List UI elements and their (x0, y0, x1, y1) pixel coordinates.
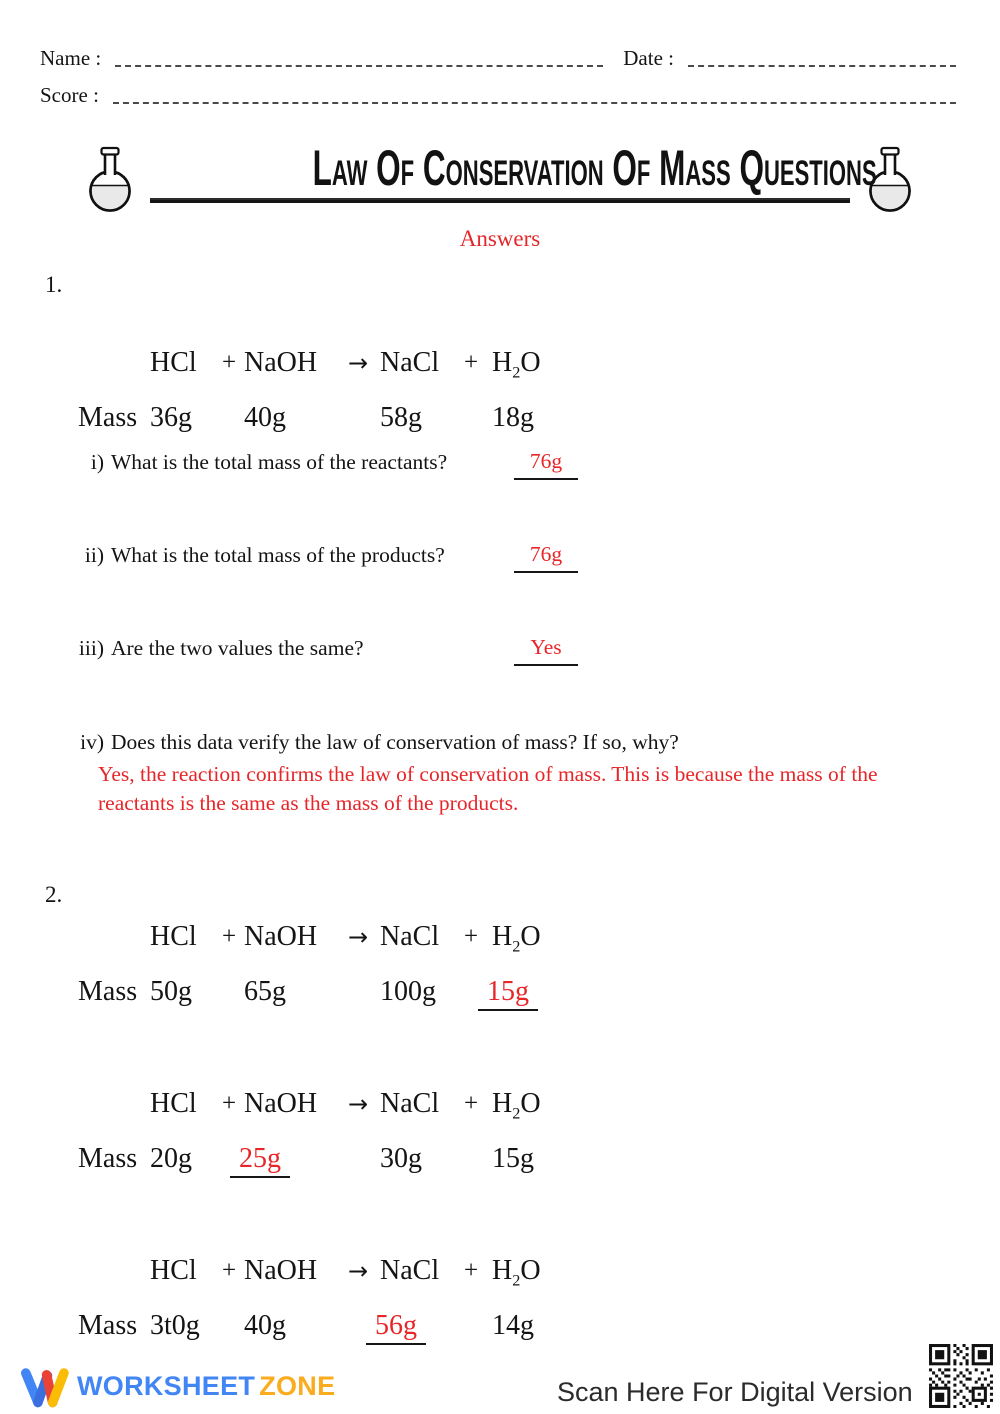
equation-row-q2a (78, 921, 576, 963)
formula-hcl: HCl (150, 1088, 197, 1119)
title-block (0, 140, 1000, 219)
formula-hcl: HCl (150, 921, 197, 952)
question-number: iii) (78, 636, 104, 660)
plus-sign: + (221, 1090, 237, 1117)
formula-naoh: NaOH (244, 1088, 318, 1119)
plus-sign: + (221, 1257, 237, 1284)
mass-value: 3t0g (150, 1310, 200, 1341)
answer-i: 76g (514, 449, 578, 480)
question-1-number: 1. (45, 272, 63, 297)
formula-nacl: NaCl (380, 921, 440, 952)
equation-row-q2c (78, 1255, 576, 1297)
page-title: Law Of Conservation Of Mass Questions (312, 140, 877, 196)
question-ii (62, 543, 445, 568)
answer-iv: Yes, the reaction confirms the law of conservation of mass. This is because the mass of the reactants is the same as the mass of the products. (98, 762, 878, 815)
question-text: Are the two values the same? (111, 636, 364, 660)
mass-value: 14g (492, 1310, 534, 1341)
plus-sign: + (221, 923, 237, 950)
formula-naoh: NaOH (244, 921, 318, 952)
mass-value: 30g (380, 1143, 422, 1174)
mass-row-q1 (78, 402, 576, 434)
mass-value: 40g (244, 402, 286, 433)
arrow-icon: → (347, 1090, 369, 1118)
mass-label: Mass (78, 402, 138, 433)
formula-h2o: $H_2O$ (492, 1255, 541, 1290)
worksheetzone-logo (18, 1362, 335, 1410)
answer-iii: Yes (514, 635, 578, 666)
formula-naoh: NaOH (244, 347, 318, 378)
formula-nacl: NaCl (380, 1088, 440, 1119)
mass-answer: 56g (380, 1310, 456, 1345)
plus-sign: + (463, 1257, 479, 1284)
formula-h2o: $H_2O$ (492, 347, 541, 382)
formula-nacl: NaCl (380, 347, 440, 378)
plus-sign: + (463, 923, 479, 950)
arrow-icon: → (347, 923, 369, 951)
plus-sign: + (463, 1090, 479, 1117)
answer-ii: 76g (514, 542, 578, 573)
arrow-icon: → (347, 349, 369, 377)
worksheetzone-icon (18, 1362, 70, 1410)
question-text: Does this data verify the law of conservation of mass? If so, why? (111, 730, 679, 754)
equation-row-q2b (78, 1088, 576, 1130)
question-number: iv) (80, 730, 104, 754)
mass-answer: 25g (244, 1143, 336, 1178)
name-label: Name : (40, 46, 102, 70)
question-text: What is the total mass of the reactants? (111, 450, 448, 474)
date-label: Date : (623, 46, 674, 70)
answers-heading: Answers (459, 226, 541, 251)
flask-icon (85, 146, 135, 219)
question-2-number: 2. (45, 882, 63, 907)
equation-row-q1 (78, 347, 576, 389)
header-row-1 (40, 46, 956, 71)
mass-label: Mass (78, 1143, 138, 1174)
scan-instruction: Scan Here For Digital Version (557, 1377, 913, 1407)
formula-h2o: $H_2O$ (492, 921, 541, 956)
mass-value: 50g (150, 976, 192, 1007)
qr-code (928, 1343, 994, 1409)
mass-row-q2a (78, 976, 576, 1011)
title-underline (150, 198, 850, 203)
mass-value: 20g (150, 1143, 192, 1174)
mass-value: 100g (380, 976, 436, 1007)
mass-row-q2b (78, 1143, 576, 1178)
question-iii (62, 636, 364, 661)
header-row-2 (40, 83, 956, 108)
mass-label: Mass (78, 1310, 138, 1341)
mass-value: 65g (244, 976, 286, 1007)
brand-wordmark: WORKSHEET ZONE (77, 1370, 336, 1401)
formula-nacl: NaCl (380, 1255, 440, 1286)
mass-value: 40g (244, 1310, 286, 1341)
formula-naoh: NaOH (244, 1255, 318, 1286)
mass-row-q2c (78, 1310, 576, 1345)
arrow-icon: → (347, 1257, 369, 1285)
question-i (62, 450, 447, 475)
score-input-line[interactable] (113, 90, 956, 104)
question-number: i) (90, 450, 104, 474)
mass-value: 18g (492, 402, 534, 433)
mass-value: 15g (492, 1143, 534, 1174)
mass-label: Mass (78, 976, 138, 1007)
plus-sign: + (463, 349, 479, 376)
formula-hcl: HCl (150, 1255, 197, 1286)
question-number: ii) (84, 543, 104, 567)
formula-h2o: $H_2O$ (492, 1088, 541, 1123)
mass-answer: 15g (486, 976, 576, 1011)
mass-value: 58g (380, 402, 422, 433)
question-text: What is the total mass of the products? (111, 543, 445, 567)
score-label: Score : (40, 83, 99, 107)
date-input-line[interactable] (688, 53, 956, 67)
formula-hcl: HCl (150, 347, 197, 378)
question-iv (62, 730, 679, 755)
mass-value: 36g (150, 402, 192, 433)
name-input-line[interactable] (115, 53, 603, 67)
plus-sign: + (221, 349, 237, 376)
